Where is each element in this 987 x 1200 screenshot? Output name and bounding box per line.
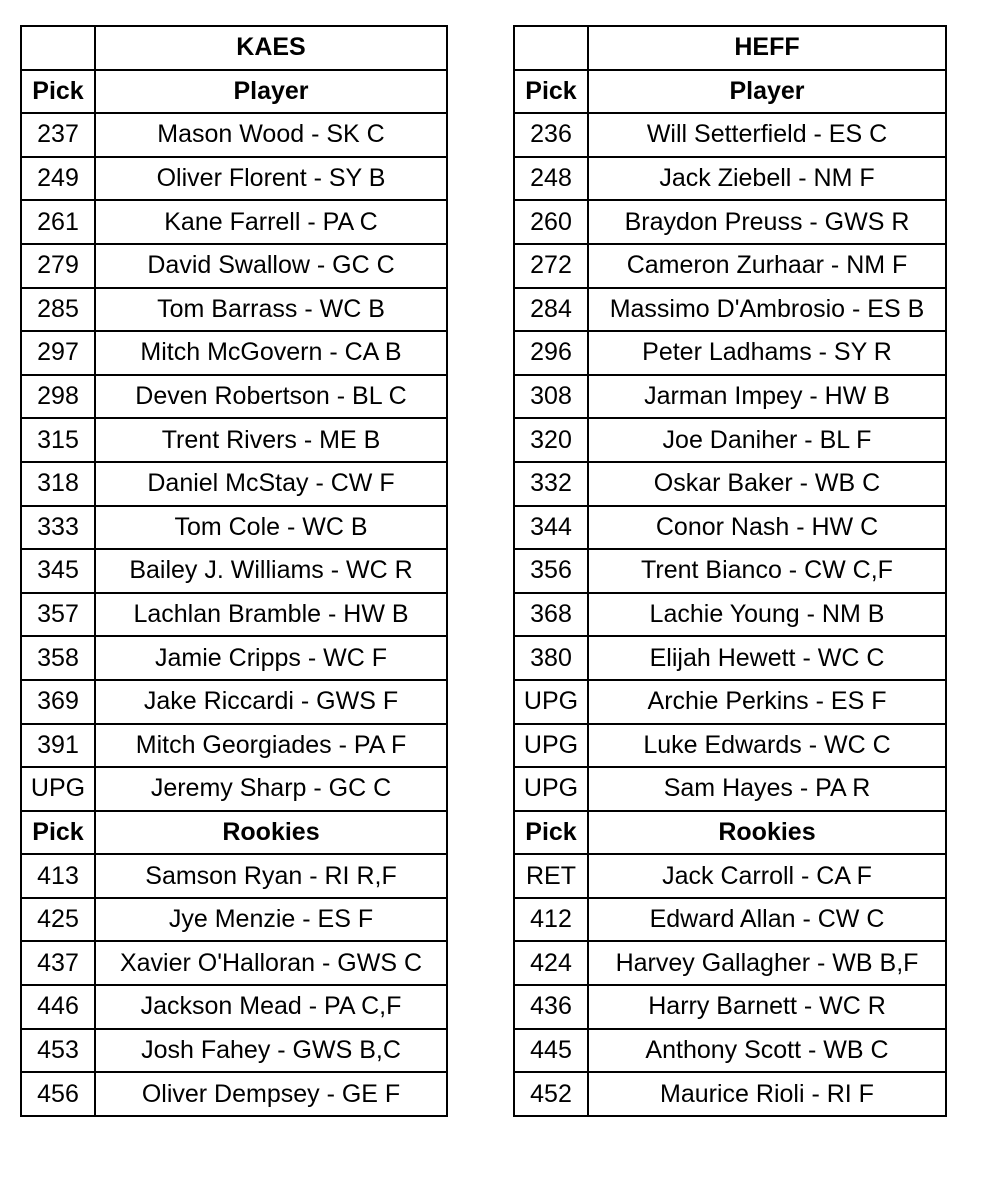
player-row — [514, 636, 946, 680]
pick-number: 248 — [514, 157, 588, 201]
rookie-name: Anthony Scott - WB C — [588, 1029, 946, 1073]
player-row — [514, 200, 946, 244]
pick-number: 369 — [21, 680, 95, 724]
rookie-row — [21, 941, 447, 985]
rookie-name: Jack Carroll - CA F — [588, 854, 946, 898]
player-name: Bailey J. Williams - WC R — [95, 549, 447, 593]
blank-header-cell — [21, 26, 95, 70]
player-row — [21, 462, 447, 506]
rookie-row — [21, 1072, 447, 1116]
player-name: Jarman Impey - HW B — [588, 375, 946, 419]
draft-table-kaes — [20, 25, 448, 1117]
pick-number: 261 — [21, 200, 95, 244]
player-name: Deven Robertson - BL C — [95, 375, 447, 419]
pick-number: 445 — [514, 1029, 588, 1073]
player-name: Mitch Georgiades - PA F — [95, 724, 447, 768]
player-name: Jake Riccardi - GWS F — [95, 680, 447, 724]
pick-number: 237 — [21, 113, 95, 157]
player-column-header: Player — [588, 70, 946, 114]
player-row — [21, 200, 447, 244]
rookies-pick-header: Pick — [514, 811, 588, 855]
pick-number: 315 — [21, 418, 95, 462]
player-row — [21, 244, 447, 288]
pick-number: UPG — [21, 767, 95, 811]
player-name: Conor Nash - HW C — [588, 506, 946, 550]
player-name: Mitch McGovern - CA B — [95, 331, 447, 375]
player-row — [514, 593, 946, 637]
player-name: Luke Edwards - WC C — [588, 724, 946, 768]
pick-number: 236 — [514, 113, 588, 157]
player-name: Lachie Young - NM B — [588, 593, 946, 637]
rookie-row — [21, 898, 447, 942]
rookie-row — [514, 898, 946, 942]
player-name: Joe Daniher - BL F — [588, 418, 946, 462]
player-name: Cameron Zurhaar - NM F — [588, 244, 946, 288]
pick-number: 424 — [514, 941, 588, 985]
player-row — [21, 636, 447, 680]
pick-number: 456 — [21, 1072, 95, 1116]
pick-number: 452 — [514, 1072, 588, 1116]
player-row — [514, 113, 946, 157]
pick-number: 425 — [21, 898, 95, 942]
player-name: Elijah Hewett - WC C — [588, 636, 946, 680]
pick-number: 298 — [21, 375, 95, 419]
rookies-header: Rookies — [588, 811, 946, 855]
pick-number: 332 — [514, 462, 588, 506]
player-row — [21, 288, 447, 332]
player-row — [21, 113, 447, 157]
player-name: Trent Bianco - CW C,F — [588, 549, 946, 593]
pick-number: 357 — [21, 593, 95, 637]
rookies-header-row — [21, 811, 447, 855]
pick-number: UPG — [514, 680, 588, 724]
player-name: Jack Ziebell - NM F — [588, 157, 946, 201]
player-row — [514, 375, 946, 419]
rookie-name: Harvey Gallagher - WB B,F — [588, 941, 946, 985]
player-row — [21, 375, 447, 419]
rookie-row — [514, 854, 946, 898]
player-name: Peter Ladhams - SY R — [588, 331, 946, 375]
rookie-row — [514, 941, 946, 985]
column-header-row — [514, 70, 946, 114]
player-name: Jamie Cripps - WC F — [95, 636, 447, 680]
player-row — [514, 462, 946, 506]
pick-number: 318 — [21, 462, 95, 506]
player-name: Oliver Florent - SY B — [95, 157, 447, 201]
pick-number: 333 — [21, 506, 95, 550]
rookie-row — [514, 1029, 946, 1073]
player-name: Trent Rivers - ME B — [95, 418, 447, 462]
rookie-name: Jye Menzie - ES F — [95, 898, 447, 942]
pick-number: 380 — [514, 636, 588, 680]
rookie-row — [21, 985, 447, 1029]
player-row — [21, 724, 447, 768]
player-row — [21, 418, 447, 462]
player-row — [514, 288, 946, 332]
pick-number: 358 — [21, 636, 95, 680]
rookie-name: Josh Fahey - GWS B,C — [95, 1029, 447, 1073]
pick-number: 320 — [514, 418, 588, 462]
rookie-name: Oliver Dempsey - GE F — [95, 1072, 447, 1116]
pick-number: 260 — [514, 200, 588, 244]
player-row — [514, 157, 946, 201]
rookie-row — [514, 1072, 946, 1116]
pick-column-header: Pick — [514, 70, 588, 114]
rookies-pick-header: Pick — [21, 811, 95, 855]
player-row — [21, 680, 447, 724]
player-name: Oskar Baker - WB C — [588, 462, 946, 506]
pick-number: 297 — [21, 331, 95, 375]
pick-number: 284 — [514, 288, 588, 332]
player-name: Kane Farrell - PA C — [95, 200, 447, 244]
pick-number: 345 — [21, 549, 95, 593]
player-row — [514, 244, 946, 288]
pick-number: 436 — [514, 985, 588, 1029]
player-row — [514, 680, 946, 724]
player-row — [514, 506, 946, 550]
rookie-row — [21, 1029, 447, 1073]
column-header-row — [21, 70, 447, 114]
player-row — [514, 767, 946, 811]
pick-number: 279 — [21, 244, 95, 288]
pick-number: 413 — [21, 854, 95, 898]
pick-number: 249 — [21, 157, 95, 201]
player-row — [21, 157, 447, 201]
player-name: Tom Barrass - WC B — [95, 288, 447, 332]
rookie-name: Samson Ryan - RI R,F — [95, 854, 447, 898]
pick-number: RET — [514, 854, 588, 898]
pick-number: 344 — [514, 506, 588, 550]
player-row — [514, 331, 946, 375]
rookie-row — [21, 854, 447, 898]
pick-number: 412 — [514, 898, 588, 942]
player-name: David Swallow - GC C — [95, 244, 447, 288]
player-column-header: Player — [95, 70, 447, 114]
team-name: HEFF — [588, 26, 946, 70]
player-name: Mason Wood - SK C — [95, 113, 447, 157]
blank-header-cell — [514, 26, 588, 70]
player-name: Jeremy Sharp - GC C — [95, 767, 447, 811]
pick-number: 446 — [21, 985, 95, 1029]
player-name: Massimo D'Ambrosio - ES B — [588, 288, 946, 332]
rookies-header-row — [514, 811, 946, 855]
team-header-row — [21, 26, 447, 70]
pick-number: 285 — [21, 288, 95, 332]
draft-table-heff — [513, 25, 947, 1117]
pick-number: 437 — [21, 941, 95, 985]
player-row — [514, 418, 946, 462]
pick-number: UPG — [514, 724, 588, 768]
player-row — [514, 724, 946, 768]
player-name: Lachlan Bramble - HW B — [95, 593, 447, 637]
player-name: Will Setterfield - ES C — [588, 113, 946, 157]
team-header-row — [514, 26, 946, 70]
pick-number: 368 — [514, 593, 588, 637]
rookie-row — [514, 985, 946, 1029]
player-row — [21, 767, 447, 811]
pick-number: 272 — [514, 244, 588, 288]
player-row — [21, 593, 447, 637]
player-row — [21, 331, 447, 375]
rookie-name: Maurice Rioli - RI F — [588, 1072, 946, 1116]
player-name: Sam Hayes - PA R — [588, 767, 946, 811]
rookie-name: Harry Barnett - WC R — [588, 985, 946, 1029]
player-name: Braydon Preuss - GWS R — [588, 200, 946, 244]
player-name: Daniel McStay - CW F — [95, 462, 447, 506]
pick-number: 296 — [514, 331, 588, 375]
pick-number: UPG — [514, 767, 588, 811]
team-name: KAES — [95, 26, 447, 70]
rookie-name: Edward Allan - CW C — [588, 898, 946, 942]
player-row — [21, 549, 447, 593]
player-name: Tom Cole - WC B — [95, 506, 447, 550]
player-row — [21, 506, 447, 550]
pick-number: 391 — [21, 724, 95, 768]
pick-number: 356 — [514, 549, 588, 593]
pick-number: 453 — [21, 1029, 95, 1073]
player-row — [514, 549, 946, 593]
player-name: Archie Perkins - ES F — [588, 680, 946, 724]
pick-column-header: Pick — [21, 70, 95, 114]
rookie-name: Xavier O'Halloran - GWS C — [95, 941, 447, 985]
pick-number: 308 — [514, 375, 588, 419]
rookies-header: Rookies — [95, 811, 447, 855]
rookie-name: Jackson Mead - PA C,F — [95, 985, 447, 1029]
